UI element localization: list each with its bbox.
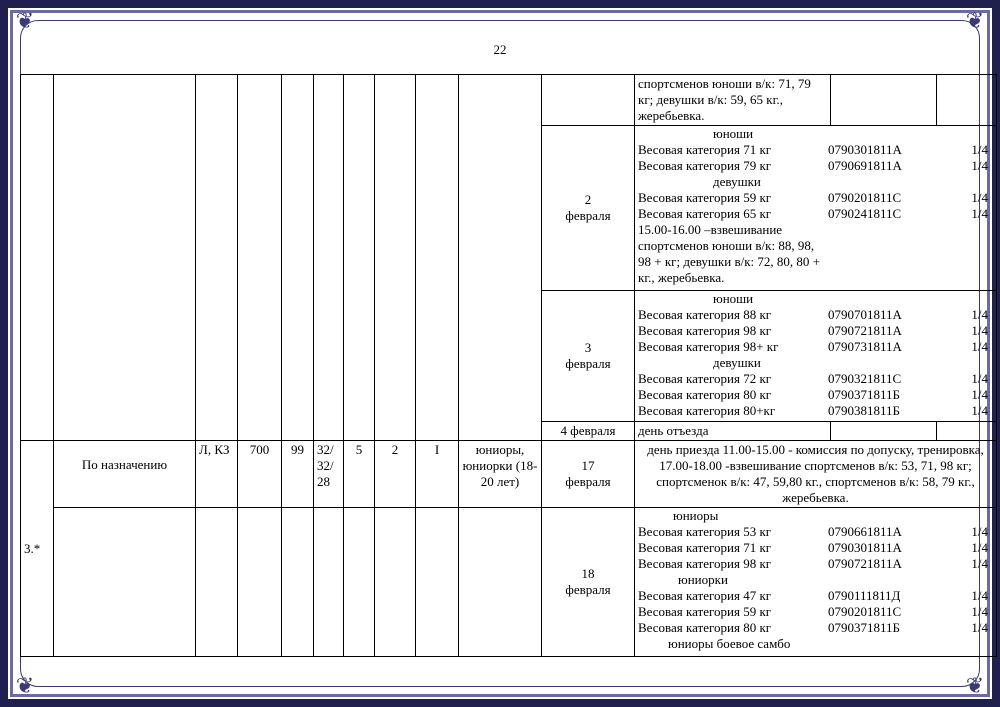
- page-number: 22: [493, 42, 507, 57]
- weight-category-row: [638, 556, 993, 572]
- category-code: 0790661811А: [828, 524, 902, 539]
- weight-category-row: [638, 323, 993, 339]
- category-fraction: 1/4: [971, 307, 988, 322]
- weight-category-row: [638, 588, 993, 604]
- category-fraction: 1/4: [971, 588, 988, 603]
- category-code: 0790701811А: [828, 307, 902, 322]
- table-row: [21, 508, 997, 657]
- category-fraction: 1/4: [971, 206, 988, 221]
- group-label: юниоры боевое самбо: [668, 636, 791, 651]
- weight-category-label: Весовая категория 53 кг: [638, 524, 772, 539]
- corner-ornament-icon: ❦: [965, 673, 985, 698]
- weight-category-row: [638, 142, 993, 158]
- category-fraction: 1/4: [971, 403, 988, 418]
- weight-category-row: [638, 190, 993, 206]
- weight-category-row: [638, 371, 993, 387]
- category-code: 0790111811Д: [828, 588, 901, 603]
- program-note: 15.00-16.00 –взвешивание спортсменов юноши в/к: 88, 98, 98 + кг; девушки в/к: 72, 80, 80 + кг., жеребьевка.: [638, 222, 820, 285]
- weight-category-row: [638, 158, 993, 174]
- weight-category-row: [638, 524, 993, 540]
- weight-category-label: Весовая категория 79 кг: [638, 158, 772, 173]
- weight-category-label: Весовая категория 71 кг: [638, 540, 772, 555]
- weight-category-label: Весовая категория 88 кг: [638, 307, 772, 322]
- weight-category-label: Весовая категория 80+кг: [638, 403, 776, 418]
- program-text: день отъезда: [635, 422, 831, 441]
- program-text: день приезда 11.00-15.00 - комиссия по допуску, тренировка, 17.00-18.00 -взвешивание спортсменов в/к: 53, 71, 98 кг; спортсменок в/к: 47, 59,80 кг., спортсменов в/к: 58, 79 кг., жеребьевка.: [635, 441, 997, 508]
- category-fraction: 1/4: [971, 540, 988, 555]
- category-code: 0790371811Б: [828, 387, 900, 402]
- group-label: девушки: [713, 355, 761, 370]
- weight-category-label: Весовая категория 80 кг: [638, 620, 772, 635]
- weight-category-label: Весовая категория 98 кг: [638, 556, 772, 571]
- category-fraction: 1/4: [971, 556, 988, 571]
- date-cell: 2 февраля: [542, 126, 635, 291]
- weight-category-label: Весовая категория 59 кг: [638, 604, 772, 619]
- category-code: 0790301811А: [828, 142, 902, 157]
- program-cell: [635, 508, 997, 657]
- category-code: 0790321811С: [828, 371, 902, 386]
- weight-category-row: [638, 604, 993, 620]
- category-code: 0790381811Б: [828, 403, 900, 418]
- group-label: юноши: [713, 291, 754, 306]
- category-fraction: 1/4: [971, 323, 988, 338]
- category-fraction: 1/4: [971, 620, 988, 635]
- count-cell: 99: [282, 441, 314, 508]
- group-label: девушки: [713, 174, 761, 189]
- date-cell: 3 февраля: [542, 291, 635, 422]
- count-cell: I: [416, 441, 459, 508]
- weight-category-row: [638, 339, 993, 355]
- corner-ornament-icon: ❦: [15, 673, 35, 698]
- category-fraction: 1/4: [971, 371, 988, 386]
- weight-category-row: [638, 206, 993, 222]
- row-number: 3.*: [21, 441, 54, 657]
- category-fraction: 1/4: [971, 158, 988, 173]
- date-cell: [542, 75, 635, 126]
- date-cell: 17 февраля: [542, 441, 635, 508]
- weight-category-label: Весовая категория 47 кг: [638, 588, 772, 603]
- category-fraction: 1/4: [971, 190, 988, 205]
- category-code: 0790731811А: [828, 339, 902, 354]
- group-label: юниорки: [678, 572, 728, 587]
- participants-total: 700: [238, 441, 282, 508]
- weight-category-label: Весовая категория 65 кг: [638, 206, 772, 221]
- category-code: 0790201811С: [828, 604, 902, 619]
- date-cell: 18 февраля: [542, 508, 635, 657]
- category-fraction: 1/4: [971, 339, 988, 354]
- category-code: 0790371811Б: [828, 620, 900, 635]
- age-group: юниоры, юниорки (18-20 лет): [459, 441, 542, 508]
- category-fraction: 1/4: [971, 524, 988, 539]
- program-cell: [635, 126, 997, 291]
- group-label: юноши: [713, 126, 754, 141]
- event-type: Л, КЗ: [196, 441, 238, 508]
- count-cell: 2: [375, 441, 416, 508]
- category-code: 0790241811С: [828, 206, 902, 221]
- program-text: спортсменов юноши в/к: 71, 79 кг; девушки в/к: 59, 65 кг., жеребьевка.: [635, 75, 831, 126]
- category-fraction: 1/4: [971, 604, 988, 619]
- table-row: [21, 75, 997, 126]
- corner-ornament-icon: ❦: [15, 8, 35, 33]
- weight-category-label: Весовая категория 59 кг: [638, 190, 772, 205]
- count-cell: 32/ 32/ 28: [314, 441, 344, 508]
- group-label: юниоры: [673, 508, 719, 523]
- weight-category-label: Весовая категория 71 кг: [638, 142, 772, 157]
- category-code: 0790721811А: [828, 556, 902, 571]
- weight-category-row: [638, 540, 993, 556]
- category-fraction: 1/4: [971, 387, 988, 402]
- weight-category-label: Весовая категория 80 кг: [638, 387, 772, 402]
- count-cell: 5: [344, 441, 375, 508]
- category-code: 0790721811А: [828, 323, 902, 338]
- weight-category-row: [638, 387, 993, 403]
- category-code: 0790301811А: [828, 540, 902, 555]
- category-fraction: 1/4: [971, 142, 988, 157]
- weight-category-label: Весовая категория 98+ кг: [638, 339, 779, 354]
- weight-category-label: Весовая категория 98 кг: [638, 323, 772, 338]
- category-code: 0790691811А: [828, 158, 902, 173]
- weight-category-row: [638, 620, 993, 636]
- table-row: [21, 441, 997, 508]
- event-name: По назначению: [54, 441, 196, 508]
- schedule-table: [20, 74, 997, 657]
- program-cell: [635, 291, 997, 422]
- category-code: 0790201811С: [828, 190, 902, 205]
- weight-category-label: Весовая категория 72 кг: [638, 371, 772, 386]
- weight-category-row: [638, 403, 993, 419]
- corner-ornament-icon: ❦: [965, 8, 985, 33]
- date-cell: 4 февраля: [542, 422, 635, 441]
- weight-category-row: [638, 307, 993, 323]
